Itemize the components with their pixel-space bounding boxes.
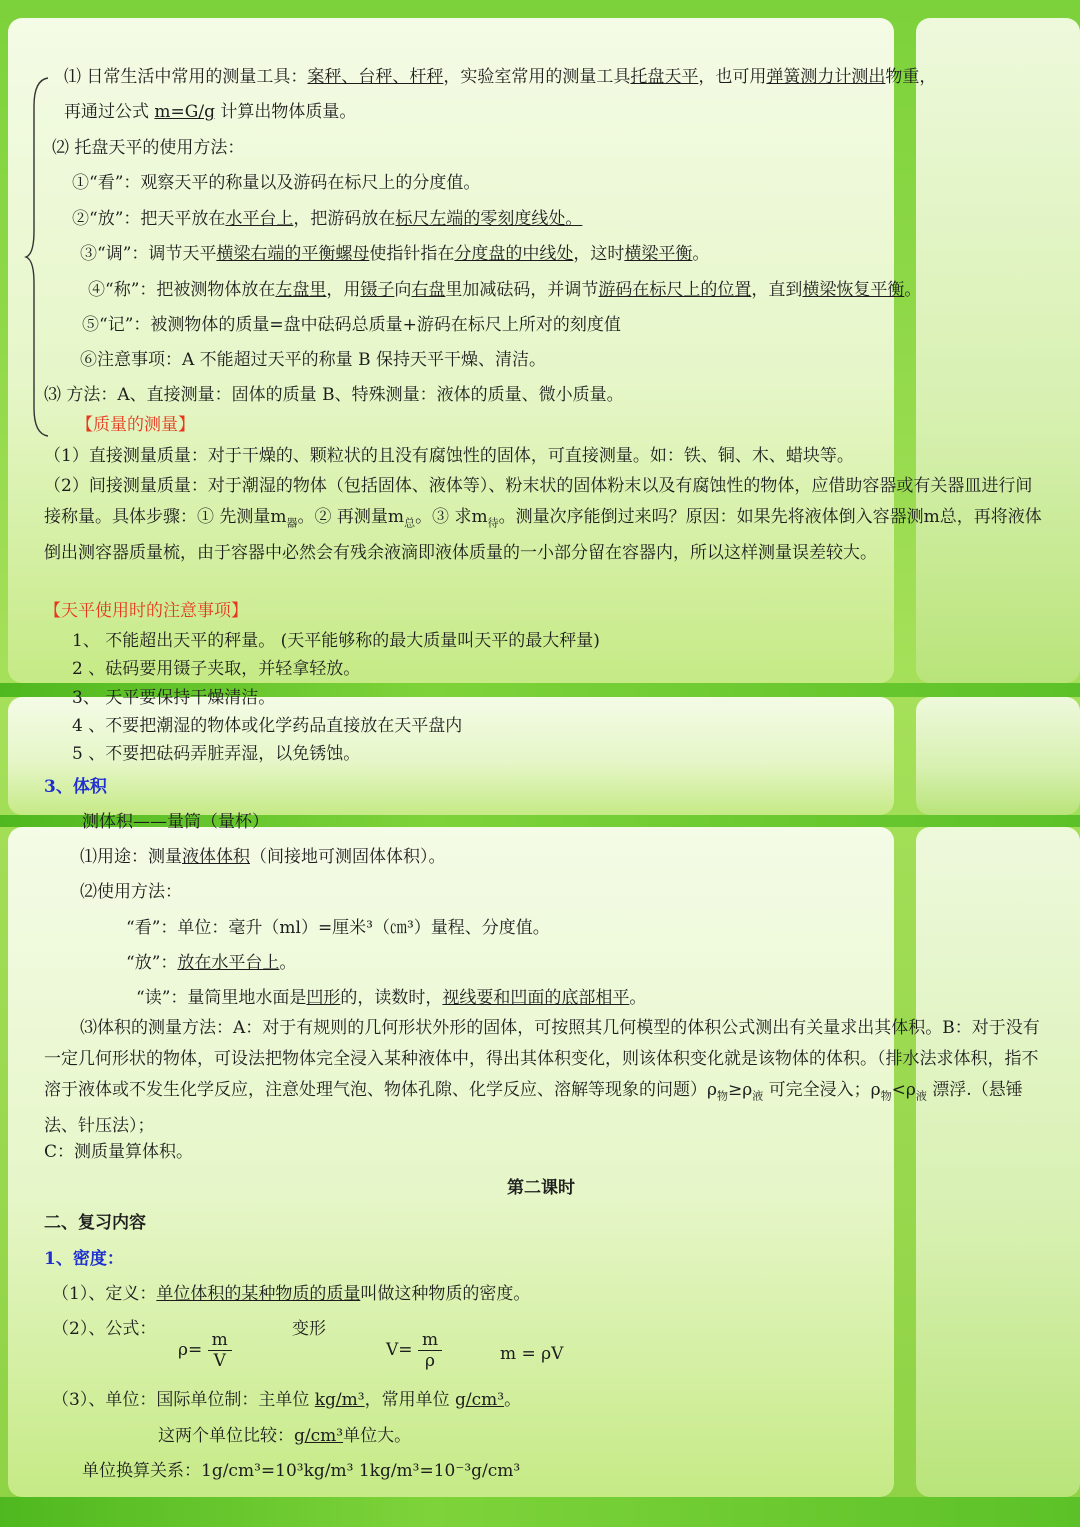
text: 案秤、台秤、杆秤: [307, 67, 444, 87]
fraction: [208, 1330, 232, 1371]
text: 标尺左端的零刻度线处。: [395, 209, 583, 229]
step-weigh: [88, 279, 921, 301]
text: （1）、定义：: [52, 1284, 157, 1304]
text: <ρ: [891, 1080, 916, 1100]
density-units: [52, 1389, 521, 1411]
mass-formula: m = ρV: [500, 1344, 564, 1364]
tools-line: [64, 66, 936, 88]
volume-calc-line: C：测质量算体积。: [44, 1142, 194, 1162]
text: 。: [279, 953, 297, 973]
text: 。: [692, 244, 710, 264]
text: 横梁右端的平衡螺母: [216, 244, 370, 264]
text: ⑴用途：测量: [80, 847, 182, 867]
middle-side-panel: [916, 697, 1080, 815]
text: kg/m³: [314, 1390, 365, 1410]
green-band-3: [0, 1497, 1080, 1527]
text: 向: [394, 280, 412, 300]
note-4: 4 、不要把潮湿的物体或化学药品直接放在天平盘内: [72, 716, 463, 736]
cylinder-use: [80, 846, 446, 868]
text: 。: [629, 988, 647, 1008]
text: ⑶体积的测量方法：A：对于有规则的几何形状外形的固体，可按照其几何模型的体积公式测出有关量求出其体积。B：对于没有一定几何形状的物体，可设法把物体完全浸入某种液体中，得出其体积变化，则该体积变化就是该物体的体积。（排水法求体积，指不溶于液体或不发生化学反应，注意处理气泡、物体孔隙、化学反应、溶解等现象的问题）ρ: [44, 1018, 1040, 1100]
text: （3）、单位：国际单位制：主单位: [52, 1390, 315, 1410]
text: ，实验室常用的测量工具: [443, 67, 631, 87]
text: ，也可用: [698, 67, 767, 87]
text: 物: [717, 1089, 728, 1103]
text: 待: [487, 516, 499, 530]
text: ，用: [326, 280, 361, 300]
text: 右盘: [411, 280, 446, 300]
balance-method-heading: ⑵ 托盘天平的使用方法：: [52, 138, 245, 158]
text: 器: [286, 516, 298, 530]
formula-line: [64, 101, 356, 123]
text: 计算出物体质量。: [214, 102, 357, 122]
text: 的，读数时，: [340, 988, 443, 1008]
text: 分度盘的中线处: [454, 244, 574, 264]
text: 液: [752, 1089, 764, 1103]
density-formula-label: （2）、公式：: [52, 1319, 157, 1339]
text: 。: [904, 280, 922, 300]
text: ，把游码放在: [293, 209, 396, 229]
text: 里加减砝码，并调节: [445, 280, 599, 300]
text: 使指针指在: [369, 244, 455, 264]
cylinder-look: “看”：单位：毫升（ml）=厘米³（㎝³）量程、分度值。: [126, 918, 550, 938]
unit-compare: [158, 1425, 411, 1447]
text: “读”：量筒里地水面是: [136, 988, 307, 1008]
text: ，直到: [751, 280, 803, 300]
note-3: 3、 天平要保持干燥清洁。: [72, 688, 276, 708]
bottom-side-panel: [916, 827, 1080, 1497]
top-side-panel: [916, 18, 1080, 683]
density-definition: [52, 1283, 530, 1305]
text: （间接地可测固体体积）。: [250, 847, 446, 867]
review-heading: 二、复习内容: [44, 1213, 146, 1233]
text: g/cm³: [294, 1426, 344, 1446]
step-record: ⑤“记”：被测物体的质量=盘中砝码总质量+游码在标尺上所对的刻度值: [82, 315, 621, 335]
mass-measure-heading: 【质量的测量】: [76, 415, 195, 435]
step-notes: ⑥注意事项：A 不能超过天平的称量 B 保持天平干燥、清洁。: [80, 350, 546, 370]
step-look: ①“看”：观察天平的称量以及游码在标尺上的分度值。: [72, 173, 481, 193]
note-5: 5 、不要把砝码弄脏弄湿，以免锈蚀。: [72, 744, 361, 764]
text: 镊子: [360, 280, 395, 300]
step-place: [72, 208, 582, 230]
text: 漂浮.（悬锤法、针压法）；: [44, 1080, 1023, 1137]
text: 物重，: [885, 67, 937, 87]
text: ，这时: [573, 244, 625, 264]
text: 横梁恢复平衡: [802, 280, 905, 300]
text: 单位体积的某种物质的质量: [156, 1284, 361, 1304]
text: 游码在标尺上的位置: [598, 280, 752, 300]
text: ρ=: [178, 1340, 203, 1360]
density-formula: [178, 1330, 232, 1371]
text: 液: [915, 1089, 927, 1103]
text: 。测量次序能倒过来吗？原因：如果先将液体倒入容器测m总，再将液体倒出测容器质量梳，由于容器中必然会有残余液滴即液体质量的一小部分留在容器内，所以这样测量误差较大。: [44, 507, 1042, 564]
cylinder-read: [136, 987, 646, 1009]
volume-formula: [386, 1330, 442, 1371]
text: 托盘天平: [630, 67, 699, 87]
text: “放”：: [126, 953, 178, 973]
text: 物: [880, 1089, 892, 1103]
text: 这两个单位比较：: [158, 1426, 294, 1446]
cylinder-title: 测体积——量筒（量杯）: [82, 812, 269, 832]
text: 横梁平衡: [624, 244, 693, 264]
text: 单位大。: [343, 1426, 412, 1446]
lesson-two-title: 第二课时: [507, 1178, 575, 1198]
indirect-measure: [44, 471, 1048, 569]
text: 。② 再测量m: [297, 507, 405, 527]
text: 。: [504, 1390, 522, 1410]
text: 放在水平台上: [177, 953, 280, 973]
text: 弹簧测力计测出: [766, 67, 886, 87]
text: 叫做这种物质的密度。: [360, 1284, 531, 1304]
text: ④“称”：把被测物体放在: [88, 280, 276, 300]
unit-conversion: 单位换算关系：1g/cm³=10³kg/m³ 1kg/m³=10⁻³g/cm³: [82, 1461, 521, 1481]
text: g/cm³: [455, 1390, 505, 1410]
text: ⑴ 日常生活中常用的测量工具：: [64, 67, 308, 87]
cylinder-place: [126, 952, 296, 974]
text: m: [418, 1330, 442, 1351]
direct-measure: （1）直接测量质量：对于干燥的、颗粒状的且没有腐蚀性的固体，可直接测量。如：铁、铜、木、蜡块等。: [44, 446, 854, 466]
text: ，常用单位: [364, 1390, 455, 1410]
text: 左盘里: [275, 280, 327, 300]
text: ②“放”：把天平放在: [72, 209, 226, 229]
volume-measure-methods: [44, 1013, 1048, 1142]
text: 。③ 求m: [415, 507, 488, 527]
text: 液体体积: [182, 847, 250, 867]
text: V: [213, 1351, 226, 1371]
text: （2）间接测量质量：对于潮湿的物体（包括固体、液体等）、粉末状的固体粉末以及有腐蚀性的物体，应借助容器或有关器皿进行间接称量。具体步骤：① 先测量m: [44, 476, 1033, 527]
method-line: ⑶ 方法：A、直接测量：固体的质量 B、特殊测量：液体的质量、微小质量。: [44, 385, 624, 405]
text: m=G/g: [154, 102, 215, 122]
balance-notes-heading: 【天平使用时的注意事项】: [44, 601, 248, 621]
text: 凹形: [306, 988, 341, 1008]
note-1: 1、 不能超出天平的秤量。 (天平能够称的最大质量叫天平的最大秤量): [72, 631, 600, 651]
text: m: [208, 1330, 232, 1351]
volume-heading: 3、体积: [44, 777, 107, 797]
text: 视线要和凹面的底部相平: [442, 988, 630, 1008]
text: 可完全浸入；ρ: [763, 1080, 881, 1100]
text: 水平台上: [225, 209, 294, 229]
text: ③“调”：调节天平: [80, 244, 217, 264]
text: V=: [386, 1340, 413, 1360]
fraction: [418, 1330, 442, 1371]
cylinder-method: ⑵使用方法：: [80, 882, 182, 902]
density-heading: 1、密度：: [44, 1249, 124, 1269]
text: 总: [404, 516, 416, 530]
text: 再通过公式: [64, 102, 155, 122]
note-2: 2 、砝码要用镊子夹取，并轻拿轻放。: [72, 659, 361, 679]
text: ρ: [425, 1351, 435, 1371]
step-adjust: [80, 243, 709, 265]
transform-label: 变形: [292, 1319, 326, 1339]
text: ≥ρ: [728, 1080, 753, 1100]
